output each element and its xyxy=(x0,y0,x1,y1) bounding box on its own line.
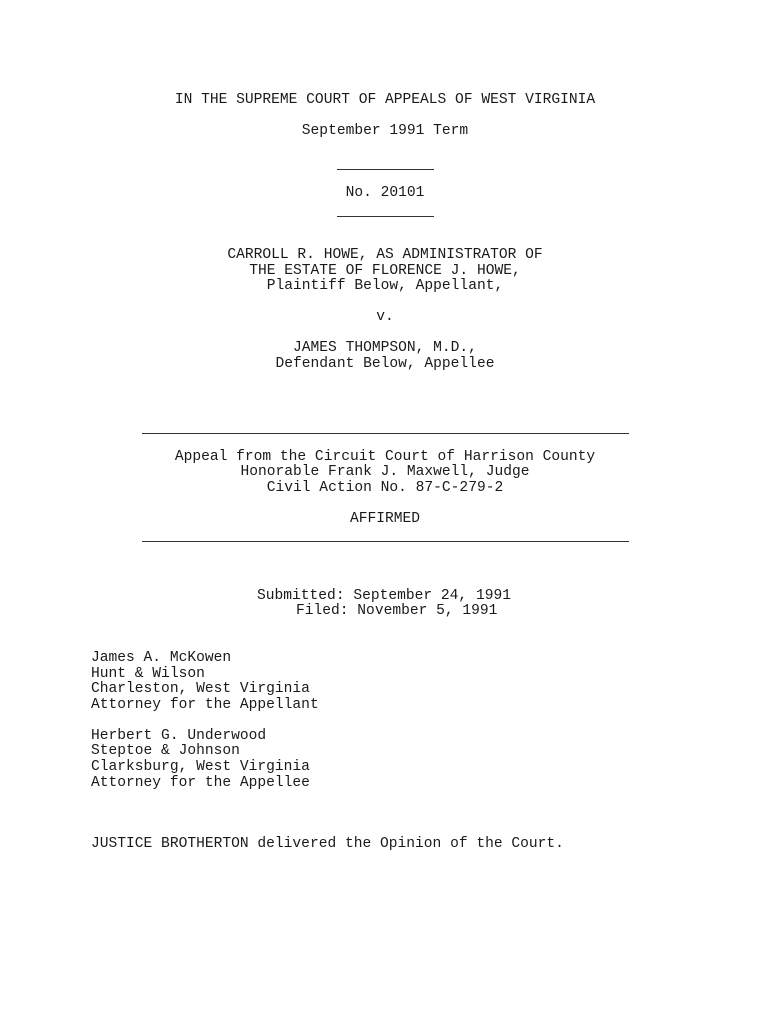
appeal-line-3: Civil Action No. 87-C-279-2 xyxy=(266,480,504,496)
filed-date: Filed: November 5, 1991 xyxy=(296,603,498,619)
case-number-top-rule xyxy=(337,169,434,170)
defendant-line-1: JAMES THOMPSON, M.D., xyxy=(293,340,477,356)
appellee-counsel-city: Clarksburg, West Virginia xyxy=(91,759,310,775)
defendant-line-2: Defendant Below, Appellee xyxy=(275,356,495,372)
versus: v. xyxy=(376,309,394,325)
plaintiff-line-2: THE ESTATE OF FLORENCE J. HOWE, xyxy=(249,263,521,279)
case-number: No. 20101 xyxy=(345,185,425,201)
appeal-top-rule xyxy=(142,433,629,434)
case-number-bottom-rule xyxy=(337,216,434,217)
appellant-counsel-firm: Hunt & Wilson xyxy=(91,666,205,682)
court-heading: IN THE SUPREME COURT OF APPEALS OF WEST VIRGINIA xyxy=(174,92,596,108)
appellee-counsel-firm: Steptoe & Johnson xyxy=(91,743,240,759)
appellee-counsel-role: Attorney for the Appellee xyxy=(91,775,310,791)
appellant-counsel-role: Attorney for the Appellant xyxy=(91,697,319,713)
appeal-line-1: Appeal from the Circuit Court of Harrison County xyxy=(174,449,596,465)
appellee-counsel-name: Herbert G. Underwood xyxy=(91,728,267,744)
opinion-delivered-line: JUSTICE BROTHERTON delivered the Opinion of the Court. xyxy=(91,836,564,852)
appellant-counsel-city: Charleston, West Virginia xyxy=(91,681,310,697)
plaintiff-line-3: Plaintiff Below, Appellant, xyxy=(266,278,504,294)
term-line: September 1991 Term xyxy=(301,123,469,139)
appellant-counsel-name: James A. McKowen xyxy=(91,650,232,666)
disposition: AFFIRMED xyxy=(349,511,421,527)
appeal-bottom-rule xyxy=(142,541,629,542)
submitted-date: Submitted: September 24, 1991 xyxy=(257,588,511,604)
plaintiff-line-1: CARROLL R. HOWE, AS ADMINISTRATOR OF xyxy=(227,247,543,263)
appeal-line-2: Honorable Frank J. Maxwell, Judge xyxy=(240,464,530,480)
